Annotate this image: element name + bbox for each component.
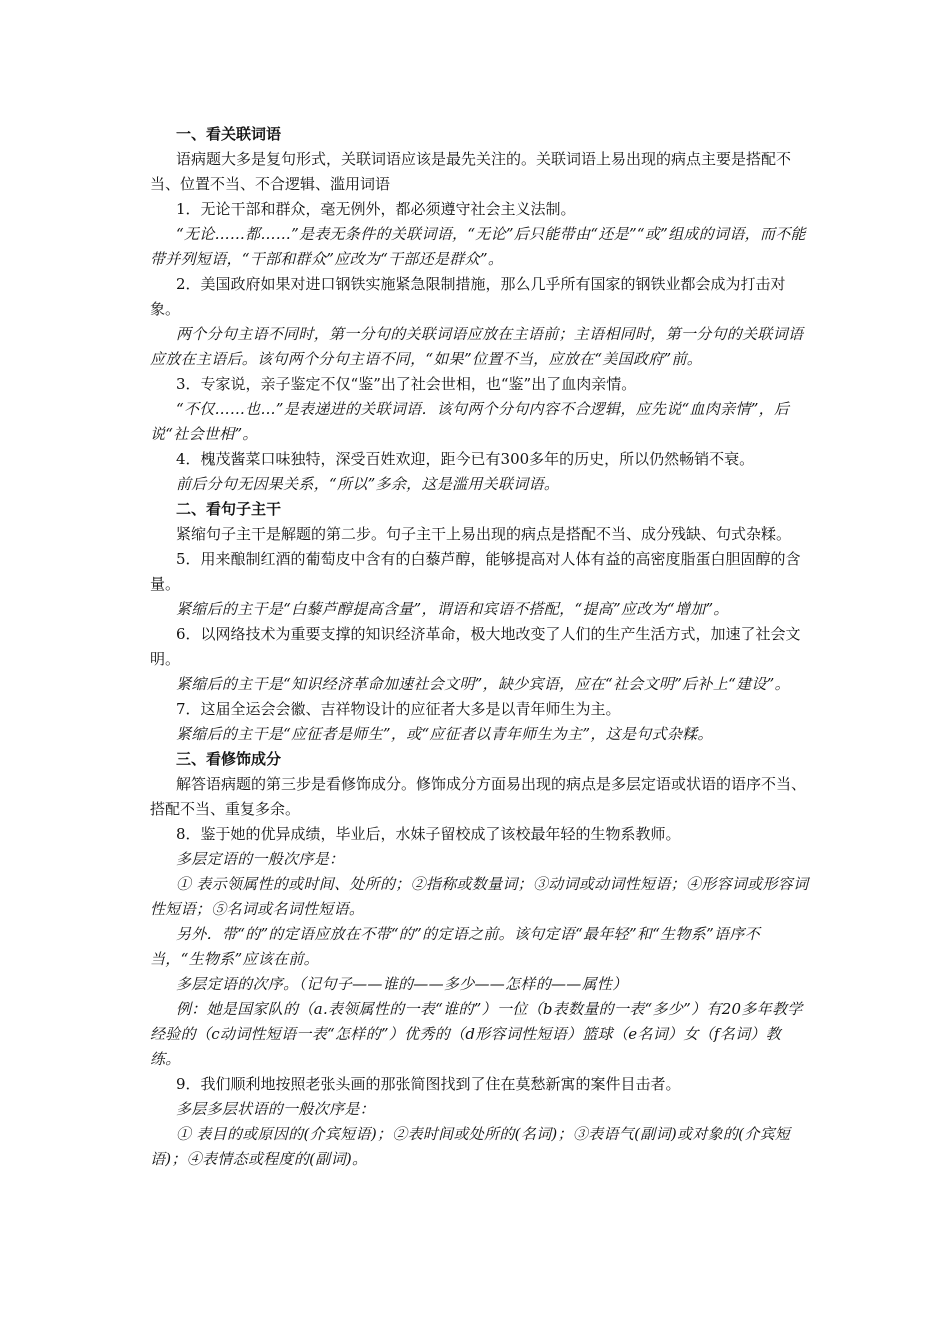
example-sentence-2: 2．美国政府如果对进口钢铁实施紧急限制措施，那么几乎所有国家的钢铁业都会成为打击对象。 — [150, 275, 786, 318]
analysis-note-8d: 多层定语的次序。（记句子——谁的——多少——怎样的——属性） — [176, 975, 628, 993]
analysis-note-8c: 另外．带“的”的定语应放在不带“的”的定语之前。该句定语“最年轻”和“生物系”语序不当，“生物系”应该在前。 — [150, 925, 760, 968]
document-page — [150, 122, 810, 1172]
analysis-note-5: 紧缩后的主干是“白藜芦醇提高含量”，谓语和宾语不搭配，“提高”应改为“增加”。 — [176, 600, 729, 618]
analysis-note-7: 紧缩后的主干是“应征者是师生”，或“应征者以青年师生为主”，这是句式杂糅。 — [176, 725, 713, 743]
analysis-note-8b: ① 表示领属性的或时间、处所的；②指称或数量词；③动词或动词性短语；④形容词或形容词性短语；⑤名词或名词性短语。 — [150, 875, 809, 918]
example-sentence-4: 4．槐茂酱菜口味独特，深受百姓欢迎，距今已有300多年的历史，所以仍然畅销不衰。 — [176, 450, 755, 468]
analysis-note-9b: ① 表目的或原因的(介宾短语)；②表时间或处所的(名词)；③表语气(副词)或对象的(介宾短语)；④表情态或程度的(副词)。 — [150, 1125, 791, 1168]
example-sentence-3: 3．专家说，亲子鉴定不仅“鉴”出了社会世相，也“鉴”出了血肉亲情。 — [176, 375, 637, 393]
analysis-note-9a: 多层多层状语的一般次序是： — [176, 1100, 375, 1118]
section-heading-3: 三、看修饰成分 — [176, 750, 282, 768]
section-intro-3: 解答语病题的第三步是看修饰成分。修饰成分方面易出现的病点是多层定语或状语的语序不当、搭配不当、重复多余。 — [150, 775, 807, 818]
analysis-note-8e: 例：她是国家队的（a.表领属性的一表“谁的”）一位（b表数量的一表“多少”）有20多年教学经验的（c动词性短语一表“怎样的”）优秀的（d形容词性短语）篮球（e名词）女（f名词）教练。 — [150, 1000, 803, 1068]
analysis-note-1: “无论……都……”是表无条件的关联词语，“无论”后只能带由“还是”“或”组成的词语，而不能带并列短语，“干部和群众”应改为“干部还是群众”。 — [150, 225, 806, 268]
analysis-note-4: 前后分句无因果关系，“所以”多余，这是滥用关联词语。 — [176, 475, 560, 493]
analysis-note-2: 两个分句主语不同时，第一分句的关联词语应放在主语前；主语相同时，第一分句的关联词语应放在主语后。该句两个分句主语不同，“如果”位置不当，应放在“美国政府”前。 — [150, 325, 804, 368]
section-heading-1: 一、看关联词语 — [176, 125, 282, 143]
analysis-note-8a: 多层定语的一般次序是： — [176, 850, 345, 868]
example-sentence-7: 7．这届全运会会徽、吉祥物设计的应征者大多是以青年师生为主。 — [176, 700, 621, 718]
analysis-note-3: “不仅……也…”是表递进的关联词语．该句两个分句内容不合逻辑，应先说“血肉亲情”，后说“社会世相”。 — [150, 400, 790, 443]
analysis-note-6: 紧缩后的主干是“知识经济革命加速社会文明”，缺少宾语，应在“社会文明”后补上“建设”。 — [176, 675, 790, 693]
example-sentence-9: 9．我们顺利地按照老张头画的那张简图找到了住在莫愁新寓的案件目击者。 — [176, 1075, 681, 1093]
example-sentence-1: 1．无论干部和群众，毫无例外，都必须遵守社会主义法制。 — [176, 200, 576, 218]
section-intro-2: 紧缩句子主干是解题的第二步。句子主干上易出现的病点是搭配不当、成分残缺、句式杂糅。 — [176, 525, 792, 543]
example-sentence-8: 8．鉴于她的优异成绩，毕业后，水妹子留校成了该校最年轻的生物系教师。 — [176, 825, 681, 843]
example-sentence-5: 5．用来酿制红酒的葡萄皮中含有的白藜芦醇，能够提高对人体有益的高密度脂蛋白胆固醇的含量。 — [150, 550, 801, 593]
section-intro-1: 语病题大多是复句形式，关联词语应该是最先关注的。关联词语上易出现的病点主要是搭配不当、位置不当、不合逻辑、滥用词语 — [150, 150, 792, 193]
example-sentence-6: 6．以网络技术为重要支撑的知识经济革命，极大地改变了人们的生产生活方式，加速了社会文明。 — [150, 625, 801, 668]
section-heading-2: 二、看句子主干 — [176, 500, 282, 518]
